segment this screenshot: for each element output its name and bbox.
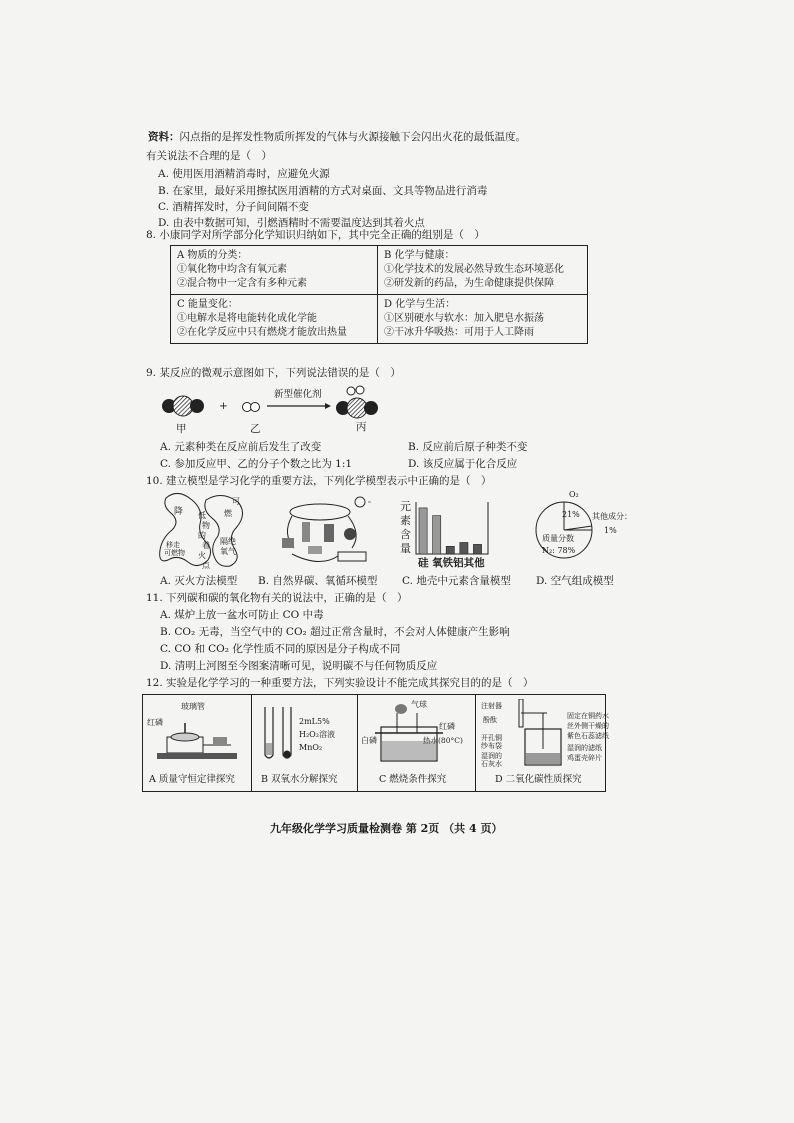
q8-cell-a xyxy=(171,246,378,295)
q8-a-title: A 物质的分类： xyxy=(177,250,248,261)
material-text: 闪点指的是挥发性物质所挥发的气体与火源接触下会闪出火花的最低温度。 xyxy=(179,131,526,143)
bar-铁 xyxy=(446,546,454,554)
q11-option-a: A. 煤炉上放一盆水可防止 CO 中毒 xyxy=(160,609,324,621)
q12-d-i: 紫色石蕊滤纸 xyxy=(567,732,609,740)
material-option-a: A. 使用医用酒精消毒时，应避免火源 xyxy=(158,168,330,180)
q10-caption-c: C. 地壳中元素含量模型 xyxy=(402,575,511,587)
q10-c-ylabel-1: 元 xyxy=(400,500,411,513)
q8-a-l1: ①氧化物中均含有氧元素 xyxy=(177,264,287,275)
material-line1 xyxy=(148,130,526,144)
molecule-bing xyxy=(336,386,378,418)
molecule-yi xyxy=(243,403,260,412)
fig-a-w3: 物 xyxy=(202,521,210,530)
q12-d-apparatus xyxy=(511,699,567,767)
q8-b-title: B 化学与健康： xyxy=(384,250,455,261)
q9-option-d: D. 该反应属于化合反应 xyxy=(408,458,518,470)
q10-d-o2: O₂ xyxy=(569,490,579,499)
fig-a-w1: 降 xyxy=(174,507,184,517)
q12-c-water: 热水(80°C) xyxy=(423,736,463,745)
q9-stem: 9. 某反应的微观示意图如下，下列说法错误的是（ ） xyxy=(146,367,401,379)
q8-a-l2: ②混合物中一定含有多种元素 xyxy=(177,278,307,289)
fig-a-w8: 可 xyxy=(232,497,240,506)
q10-d-pct2: 1% xyxy=(604,526,617,535)
q12-d-j: 湿润的滤纸 xyxy=(567,744,602,752)
material-option-b: B. 在家里，最好采用擦拭医用酒精的方式对桌面、文具等物品进行消毒 xyxy=(158,185,488,197)
material-question: 有关说法不合理的是（ ） xyxy=(146,150,272,162)
q12-caption-a: A 质量守恒定律探究 xyxy=(149,774,235,785)
molecule-jia xyxy=(162,396,204,416)
bar-氧 xyxy=(433,516,441,554)
q9-label-yi: 乙 xyxy=(250,423,261,435)
q12-b-l3: MnO₂ xyxy=(299,743,323,752)
q10-caption-b: B. 自然界碳、氧循环模型 xyxy=(258,575,378,587)
q12-d-a: 注射器 xyxy=(481,702,502,710)
q10-d-n2: N₂: 78% xyxy=(542,546,576,555)
q10-caption-d: D. 空气组成模型 xyxy=(536,575,614,587)
material-option-c: C. 酒精挥发时，分子间间隔不变 xyxy=(158,201,309,213)
q8-d-l2: ②干冰升华吸热：可用于人工降雨 xyxy=(384,327,534,338)
bar-铝 xyxy=(460,542,468,554)
q9-label-jia: 甲 xyxy=(176,423,187,435)
q10-caption-a: A. 灭火方法模型 xyxy=(160,575,238,587)
q11-stem: 11. 下列碳和碳的氧化物有关的说法中，正确的是（ ） xyxy=(146,592,408,604)
fig-a-w5: 着 xyxy=(202,541,210,550)
fig-a-w6: 火 xyxy=(198,551,206,560)
q8-b-l1: ①化学技术的发展必然导致生态环境恶化 xyxy=(384,264,564,275)
q12-b-l2: H₂O₂溶液 xyxy=(299,730,335,739)
q8-d-title: D 化学与生活： xyxy=(384,299,456,310)
q10-d-other: 其他成分： xyxy=(592,512,632,521)
q10-fig-b-cycle xyxy=(272,494,378,570)
q9-option-c: C. 参加反应甲、乙的分子个数之比为 1:1 xyxy=(160,458,353,470)
q9-option-a: A. 元素种类在反应前后发生了改变 xyxy=(160,441,322,453)
q12-d-b: 酚酞 xyxy=(483,716,497,724)
q12-a-balance xyxy=(153,703,243,763)
q9-option-b: B. 反应前后原子种类不变 xyxy=(408,441,528,453)
q12-a-glass: 玻璃管 xyxy=(181,702,205,711)
fig-a-w4: 的 xyxy=(198,531,206,540)
q12-c-red: 红磷 xyxy=(439,722,455,731)
q8-c-l1: ①电解水是将电能转化成化学能 xyxy=(177,313,317,324)
material-label: 资料： xyxy=(148,131,180,143)
fig-a-w10: 移走 xyxy=(166,541,180,549)
q10-d-mass: 质量分数 xyxy=(542,534,574,543)
q8-c-title: C 能量变化： xyxy=(177,299,238,310)
q12-b-l1: 2mL5% xyxy=(299,717,330,726)
q8-c-l2: ②在化学反应中只有燃烧才能放出热量 xyxy=(177,327,347,338)
q12-b-tubes xyxy=(261,707,301,763)
fig-a-w11: 可燃物 xyxy=(164,549,185,557)
fig-a-w2: 低 xyxy=(198,511,206,520)
q12-experiment-panel xyxy=(142,694,609,792)
q12-stem: 12. 实验是化学学习的一种重要方法，下列实验设计不能完成其探究目的的是（ ） xyxy=(146,677,534,689)
q10-c-ylabel-2: 素 xyxy=(400,514,411,527)
q8-b-l2: ②研发新的药品，为生命健康提供保障 xyxy=(384,278,554,289)
q12-caption-d: D 二氧化碳性质探究 xyxy=(495,774,582,785)
material-option-d: D. 由表中数据可知，引燃酒精时不需要温度达到其着火点 xyxy=(158,217,425,229)
q11-option-b: B. CO₂ 无毒，当空气中的 CO₂ 超过正常含量时，不会对人体健康产生影响 xyxy=(160,626,510,638)
q12-d-g: 固定在铜药水 xyxy=(567,712,609,720)
q8-d-l1: ①区别硬水与软水：加入肥皂水振荡 xyxy=(384,313,544,324)
q8-stem: 8. 小康同学对所学部分化学知识归纳如下，其中完全正确的组别是（ ） xyxy=(146,229,485,241)
q8-table xyxy=(170,245,588,344)
q12-c-gas: 气球 xyxy=(411,700,427,709)
q9-catalyst: 新型催化剂 xyxy=(274,389,322,400)
q12-a-phos: 红磷 xyxy=(147,718,163,727)
q12-caption-c: C 燃烧条件探究 xyxy=(379,774,447,785)
q12-caption-b: B 双氧水分解探究 xyxy=(261,774,338,785)
q9-label-bing: 丙 xyxy=(356,421,367,433)
q10-stem: 10. 建立模型是学习化学的重要方法，下列化学模型表示中正确的是（ ） xyxy=(146,475,492,487)
q10-c-ticks: 硅 氧铁铝其他 xyxy=(418,557,485,569)
fig-a-w13: 氧气 xyxy=(220,547,236,556)
q12-d-c: 开孔铜 xyxy=(481,734,502,742)
fig-a-w12: 隔绝 xyxy=(220,537,236,546)
q11-option-c: C. CO 和 CO₂ 化学性质不同的原因是分子构成不同 xyxy=(160,643,401,655)
fig-a-w7: 点 xyxy=(202,561,210,570)
q10-d-pct1: 21% xyxy=(562,510,580,519)
q11-option-d: D. 清明上河图至今图案清晰可见，说明碳不与任何物质反应 xyxy=(160,660,438,672)
q12-d-f: 石灰水 xyxy=(481,760,502,768)
fig-a-w9: 燃 xyxy=(224,509,232,518)
q12-d-e: 湿润的 xyxy=(481,752,502,760)
q10-c-ylabel-3: 含 xyxy=(400,528,411,541)
q8-cell-d xyxy=(378,295,588,344)
q12-d-h: 丝外侧干燥的 xyxy=(567,722,609,730)
q8-cell-b xyxy=(378,246,588,295)
bar-其他 xyxy=(473,544,481,554)
q10-c-ylabel-4: 量 xyxy=(400,542,411,555)
q12-d-k: 鸡蛋壳碎片 xyxy=(567,754,602,762)
q12-d-d: 纱布袋 xyxy=(481,742,502,750)
q8-cell-c xyxy=(171,295,378,344)
q10-fig-a xyxy=(158,490,252,570)
bar-硅 xyxy=(419,508,427,554)
q9-plus: + xyxy=(219,400,228,412)
page-footer: 九年级化学学习质量检测卷 第 2页 （共 4 页） xyxy=(270,822,503,835)
q12-c-white: 白磷 xyxy=(361,736,377,745)
q12-c-beaker xyxy=(371,703,451,765)
